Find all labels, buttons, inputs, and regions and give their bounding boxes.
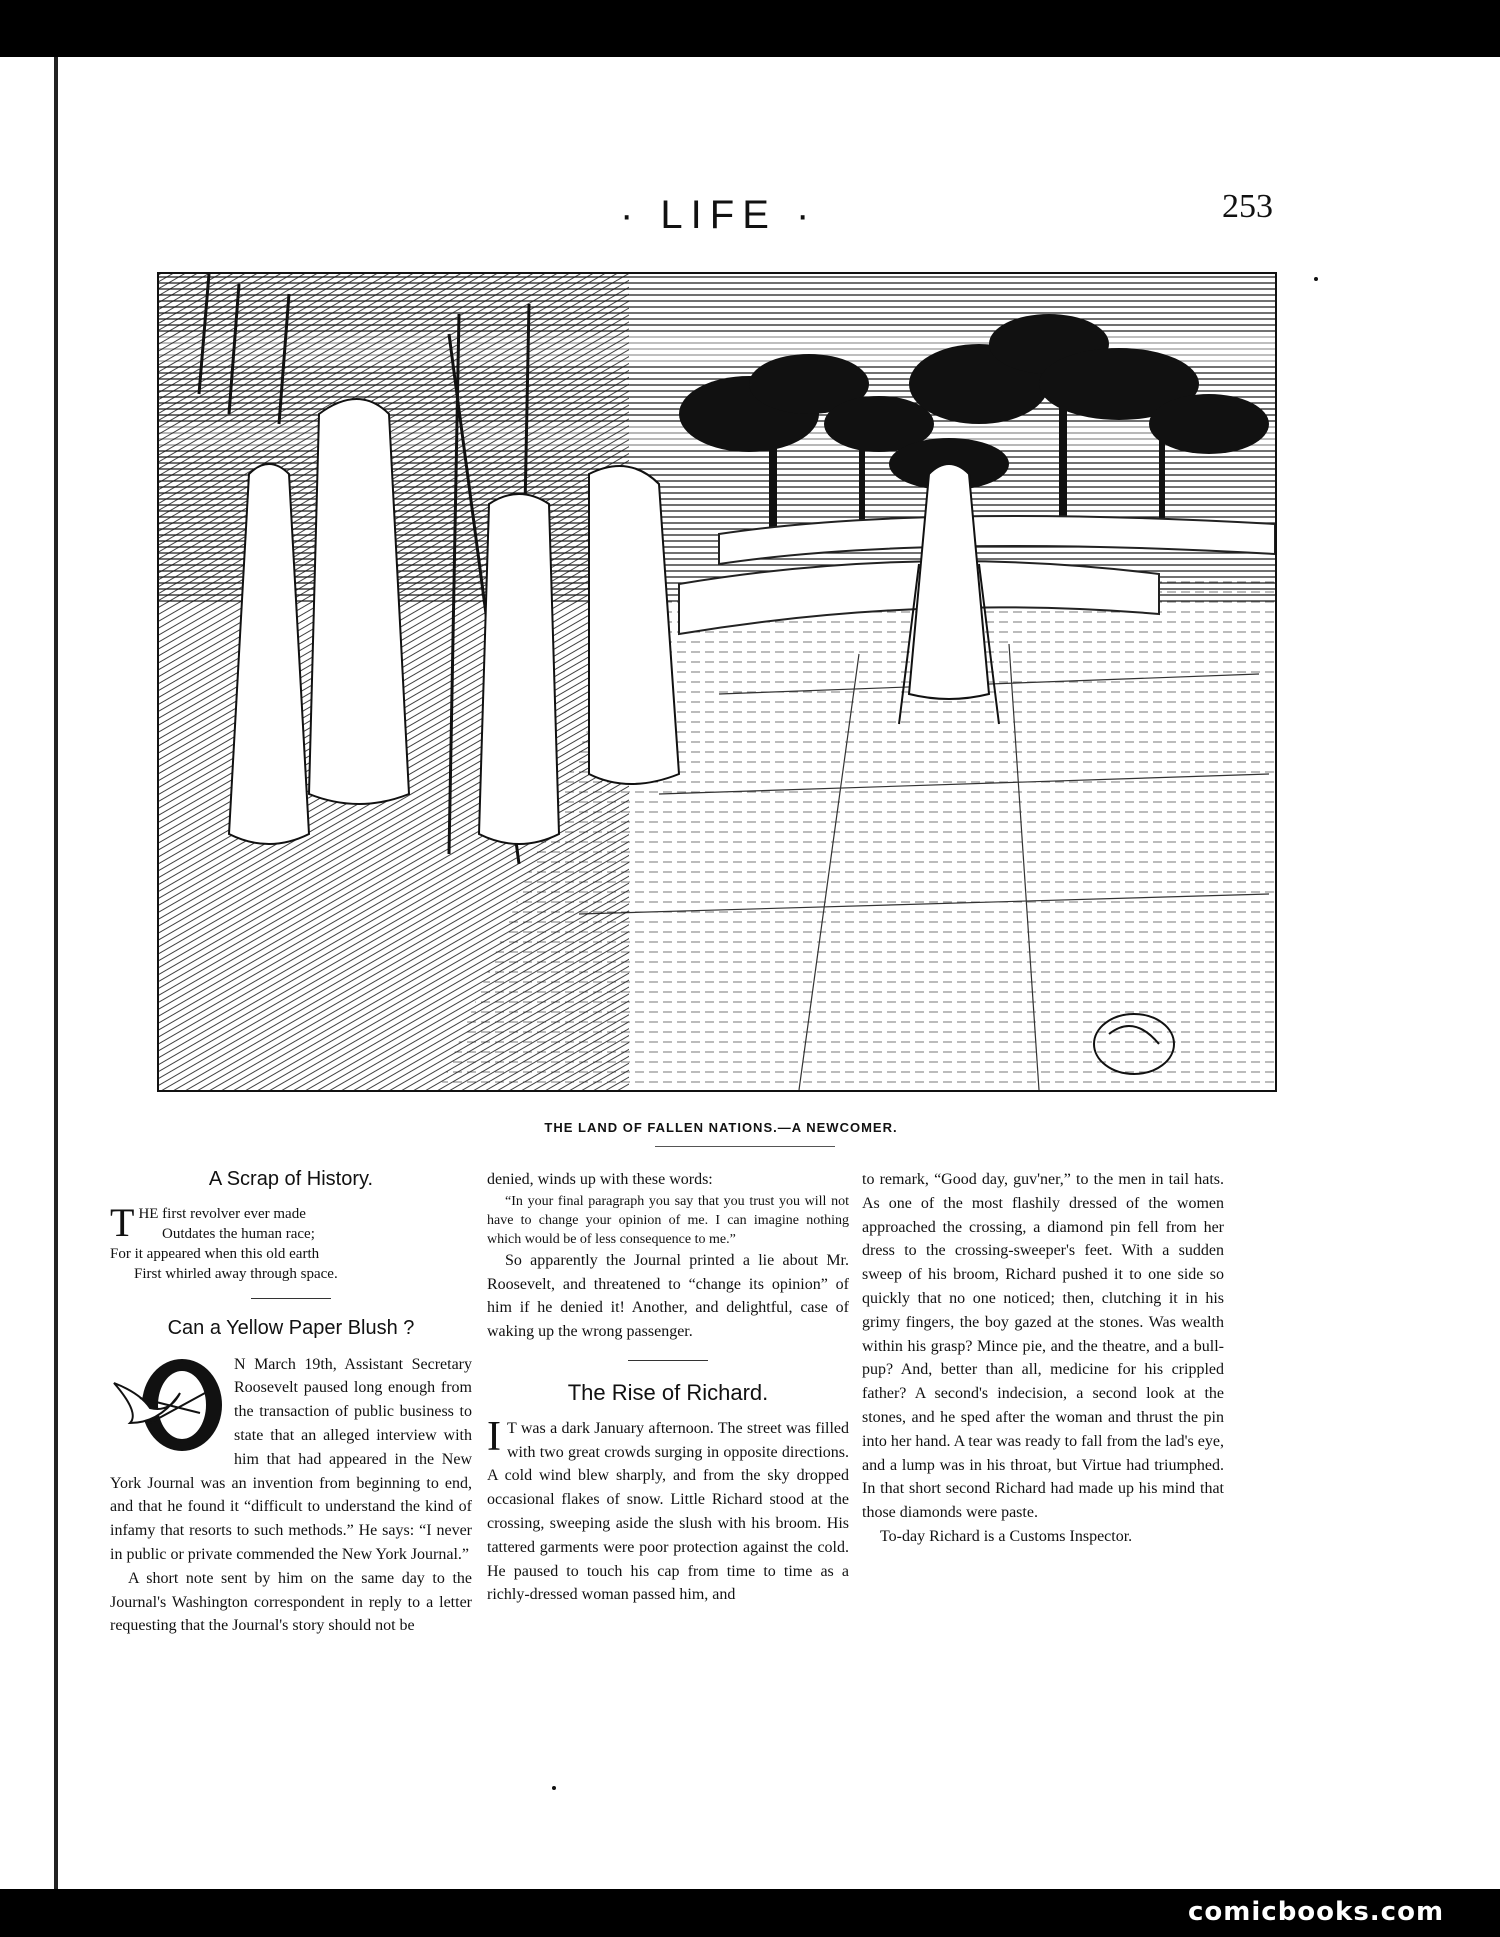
illustration-caption: THE LAND OF FALLEN NATIONS.—A NEWCOMER. [544,1120,898,1135]
section-rule [251,1298,331,1299]
quoted-letter: “In your final paragraph you say that you trust you will not have to change your opinion of me. I can imagine nothing which would be of less consequence to me.” [487,1193,849,1247]
column-3 [862,1168,1224,1549]
article-paragraph: to remark, “Good day, guv'ner,” to the men in tail hats. As one of the most flashily dressed of the women approached the crossing, a diamond pin fell from her dress to the crossing-sweeper's feet. With a sudden sweep of his broom, Richard pushed it to one side so quickly that no one noticed; then, clutching it in his grimy fingers, the boy gazed at the stones. Was wealth within his grasp? Mince pie, and the theatre, and a bull-pup? And, better than all, medicine for his crippled father? A second's indecision, a second look at the stones, and he sped after the woman and thrust the pin into her hand. A tear was ready to fall from the lad's eye, and a lump was in his throat, but Virtue had triumphed. In that short second Richard had made up his mind that those diamonds were paste. [862,1171,1224,1522]
drop-cap-i: I [487,1413,501,1460]
watermark: comicbooks.com [1188,1897,1445,1927]
poem-scrap-of-history [110,1199,472,1284]
illustration-fallen-nations [157,272,1277,1092]
article-paragraph: So apparently the Journal printed a lie about Mr. Roosevelt, and threatened to “change its opinion” of him if he denied it! Another, and delightful, case of waking up the wrong passenger. [487,1251,849,1341]
caption-rule [655,1146,835,1147]
poem-line: HE first revolver ever made [138,1205,306,1222]
drop-cap-t: T [110,1199,135,1245]
article-title-rise-of-richard: The Rise of Richard. [567,1379,769,1405]
article-paragraph: To-day Richard is a Customs Inspector. [880,1527,1133,1545]
facing-page-edge [0,57,54,1889]
ornamental-initial-o [110,1353,228,1455]
poem-line: First whirled away through space. [134,1265,338,1282]
article-paragraph-text: T was a dark January afternoon. The street was filled with two great crowds surging in opposite directions. A cold wind blew sharply, and from the sky dropped occasional flakes of snow. Little Richard stood at the crossing, sweeping aside the slush with his broom. His tattered garments were poor protection against the cold. He paused to touch his cap from time to time as a richly-dressed woman passed him, and [487,1419,849,1604]
column-1 [110,1168,472,1638]
article-title-yellow-paper: Can a Yellow Paper Blush ? [167,1316,415,1339]
section-rule [628,1360,708,1361]
page-speck [1314,277,1318,281]
article-paragraph: N March 19th, Assistant Secretary Roosevelt paused long enough from the transaction of public business to state that an alleged interview with him that had appeared in the New York Journal was an invention from beginning to end, and that he found it “difficult to understand the kind of infamy that resorts to such methods.” He says: “I never in public or private commended the New York Journal.” [110,1355,472,1563]
poem-line: Outdates the human race; [162,1225,315,1242]
article-title-scrap-of-history: A Scrap of History. [208,1168,374,1190]
article-paragraph [487,1413,849,1607]
poem-line: For it appeared when this old earth [110,1245,320,1262]
article-paragraph: denied, winds up with these words: [487,1171,713,1188]
page-number: 253 [1222,188,1273,225]
page-speck [552,1786,556,1790]
magazine-title: · LIFE · [620,193,818,237]
column-2 [487,1168,849,1607]
article-paragraph: A short note sent by him on the same day to the Journal's Washington correspondent in reply to a letter requesting that the Journal's story should not be [110,1569,472,1635]
